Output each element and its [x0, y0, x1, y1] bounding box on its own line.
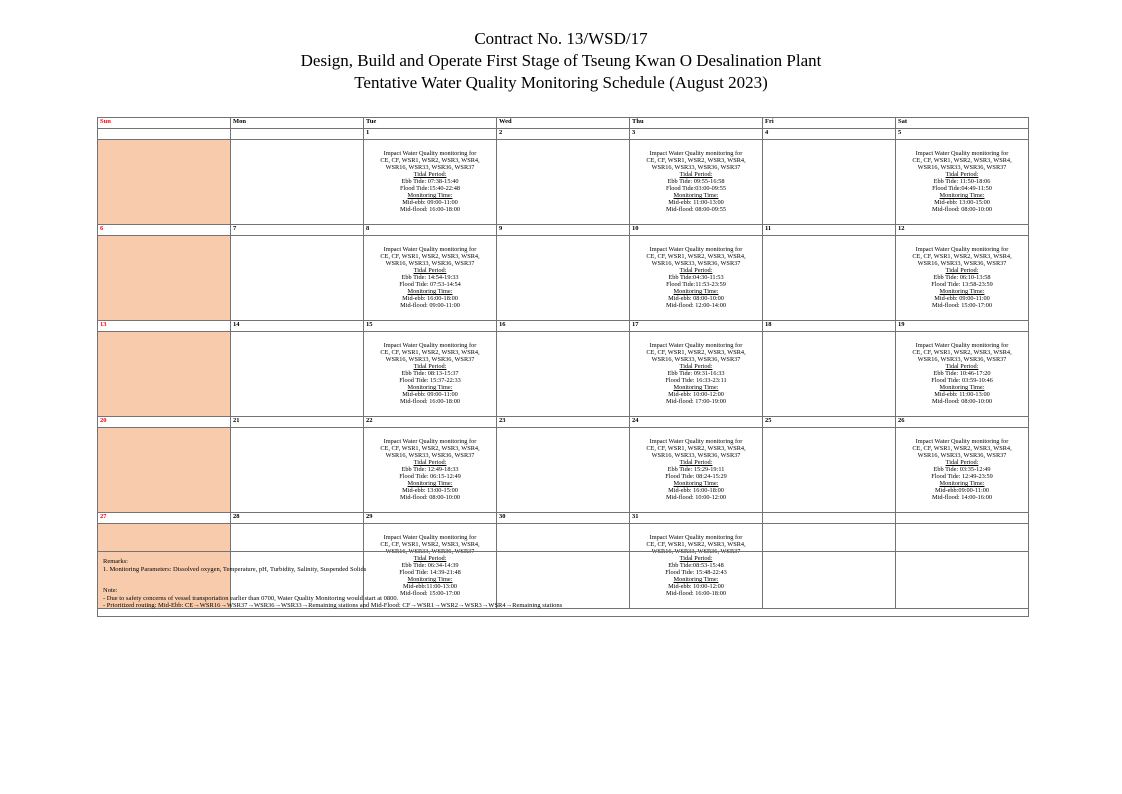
mid-flood-time: Mid-flood: 17:00-19:00: [666, 398, 726, 405]
day-number-17: 17: [630, 321, 763, 332]
monitoring-stations: CE, CF, WSR1, WSR2, WSR3, WSR4, WSR16, WSR33, WSR36, WSR37: [912, 445, 1012, 459]
ebb-tide-time: Ebb Tide: 08:13-15:37: [401, 370, 459, 377]
document-title: [0, 28, 1122, 94]
mid-ebb-time: Mid-ebb: 16:00-18:00: [402, 295, 458, 302]
day-number-25: 25: [763, 417, 896, 428]
monitoring-cell-day-15: [364, 332, 497, 417]
day-number-28: 28: [231, 513, 364, 524]
flood-tide-time: Flood Tide: 08:24-15:29: [665, 473, 727, 480]
tidal-period-label: Tidal Period:: [413, 267, 447, 274]
monitoring-time-label: Monitoring Time:: [407, 192, 453, 199]
monitoring-stations: CE, CF, WSR1, WSR2, WSR3, WSR4, WSR16, WSR33, WSR36, WSR37: [912, 253, 1012, 267]
monitoring-cell-day-24: [630, 428, 763, 513]
monitoring-time-label: Monitoring Time:: [407, 288, 453, 295]
empty-day-cell: [497, 236, 630, 321]
day-number-4: 4: [763, 129, 896, 140]
monitoring-intro: Impact Water Quality monitoring for: [383, 246, 477, 253]
monitoring-intro: Impact Water Quality monitoring for: [383, 342, 477, 349]
monitoring-intro: Impact Water Quality monitoring for: [649, 438, 743, 445]
tidal-period-label: Tidal Period:: [945, 459, 979, 466]
tidal-period-label: Tidal Period:: [413, 171, 447, 178]
monitoring-intro: Impact Water Quality monitoring for: [649, 534, 743, 541]
monitoring-time-label: Monitoring Time:: [407, 384, 453, 391]
mid-ebb-time: Mid-ebb: 13:00-15:00: [402, 487, 458, 494]
monitoring-intro: Impact Water Quality monitoring for: [649, 342, 743, 349]
day-number-26: 26: [896, 417, 1029, 428]
flood-tide-time: Flood Tide:15:40-22:48: [399, 185, 460, 192]
mid-flood-time: Mid-flood: 16:00-18:00: [400, 398, 460, 405]
monitoring-cell-day-3: [630, 140, 763, 225]
monitoring-time-label: Monitoring Time:: [673, 480, 719, 487]
monitoring-intro: Impact Water Quality monitoring for: [915, 246, 1009, 253]
monitoring-time-label: Monitoring Time:: [407, 480, 453, 487]
day-header-sun: Sun: [98, 118, 231, 129]
empty-day-cell: [763, 140, 896, 225]
flood-tide-time: Flood Tide: 13:58-23:59: [931, 281, 993, 288]
tidal-period-label: Tidal Period:: [679, 555, 713, 562]
mid-ebb-time: Mid-ebb:09:00-11:00: [935, 487, 989, 494]
day-number-14: 14: [231, 321, 364, 332]
day-number-22: 22: [364, 417, 497, 428]
ebb-tide-time: Ebb Tide: 09:55-16:58: [667, 178, 725, 185]
day-number-cell: [231, 129, 364, 140]
ebb-tide-time: Ebb Tide: 11:50-18:06: [933, 178, 991, 185]
day-number-3: 3: [630, 129, 763, 140]
sunday-highlight-cell: [98, 236, 231, 321]
flood-tide-time: Flood Tide: 15:48-22:43: [665, 569, 727, 576]
day-number-6: 6: [98, 225, 231, 236]
mid-ebb-time: Mid-ebb: 13:00-15:00: [934, 199, 990, 206]
empty-day-cell: [231, 236, 364, 321]
day-number-15: 15: [364, 321, 497, 332]
day-number-cell: [896, 513, 1029, 524]
day-number-13: 13: [98, 321, 231, 332]
day-header-mon: Mon: [231, 118, 364, 129]
mid-flood-time: Mid-flood: 12:00-14:00: [666, 302, 726, 309]
flood-tide-time: Flood Tide: 12:49-23:59: [931, 473, 993, 480]
mid-flood-time: Mid-flood: 08:00-09:55: [666, 206, 726, 213]
tidal-period-label: Tidal Period:: [945, 171, 979, 178]
tidal-period-label: Tidal Period:: [679, 459, 713, 466]
monitoring-intro: Impact Water Quality monitoring for: [383, 438, 477, 445]
flood-tide-time: Flood Tide: 06:15-12:49: [399, 473, 461, 480]
tidal-period-label: Tidal Period:: [413, 555, 447, 562]
monitoring-stations: CE, CF, WSR1, WSR2, WSR3, WSR4, WSR16, WSR33, WSR36, WSR37: [646, 253, 746, 267]
monitoring-stations: CE, CF, WSR1, WSR2, WSR3, WSR4, WSR16, WSR33, WSR36, WSR37: [912, 349, 1012, 363]
day-number-2: 2: [497, 129, 630, 140]
flood-tide-time: Flood Tide: 03:59-10:46: [931, 377, 993, 384]
mid-ebb-time: Mid-ebb:11:00-13:00: [403, 583, 457, 590]
monitoring-time-label: Monitoring Time:: [939, 384, 985, 391]
ebb-tide-time: Ebb Tide: 06:10-13:58: [933, 274, 991, 281]
ebb-tide-time: Ebb Tide: 12:49-18:33: [401, 466, 459, 473]
tidal-period-label: Tidal Period:: [679, 363, 713, 370]
day-number-9: 9: [497, 225, 630, 236]
mid-flood-time: Mid-flood: 14:00-16:00: [932, 494, 992, 501]
monitoring-cell-day-22: [364, 428, 497, 513]
day-number-31: 31: [630, 513, 763, 524]
day-number-12: 12: [896, 225, 1029, 236]
empty-day-cell: [231, 332, 364, 417]
monitoring-stations: CE, CF, WSR1, WSR2, WSR3, WSR4, WSR16, WSR33, WSR36, WSR37: [646, 349, 746, 363]
ebb-tide-time: Ebb Tide: 14:54-19:33: [401, 274, 459, 281]
note-item-safety: - Due to safety concerns of vessel transportation earlier than 0700, Water Quality Monitoring would start at 0800.: [103, 594, 399, 602]
day-header-sat: Sat: [896, 118, 1029, 129]
calendar-table: [97, 117, 1029, 609]
monitoring-cell-day-26: [896, 428, 1029, 513]
empty-day-cell: [763, 332, 896, 417]
schedule-title: Tentative Water Quality Monitoring Schedule (August 2023): [354, 73, 768, 92]
monitoring-stations: CE, CF, WSR1, WSR2, WSR3, WSR4, WSR16, WSR33, WSR36, WSR37: [646, 157, 746, 171]
monitoring-calendar: [97, 117, 1029, 609]
day-number-cell: [763, 513, 896, 524]
ebb-tide-time: Ebb Tide: 15:29-19:11: [667, 466, 725, 473]
mid-ebb-time: Mid-ebb: 11:00-13:00: [934, 391, 990, 398]
monitoring-intro: Impact Water Quality monitoring for: [649, 150, 743, 157]
tidal-period-label: Tidal Period:: [945, 363, 979, 370]
flood-tide-time: Flood Tide: 14:39-21:48: [399, 569, 461, 576]
mid-flood-time: Mid-flood: 08:00-10:00: [932, 398, 992, 405]
contract-number: Contract No. 13/WSD/17: [474, 29, 648, 48]
tidal-period-label: Tidal Period:: [945, 267, 979, 274]
flood-tide-time: Flood Tide: 15:37-22:33: [399, 377, 461, 384]
day-number-24: 24: [630, 417, 763, 428]
monitoring-stations: CE, CF, WSR1, WSR2, WSR3, WSR4, WSR16, WSR33, WSR36, WSR37: [646, 445, 746, 459]
monitoring-time-label: Monitoring Time:: [407, 576, 453, 583]
monitoring-stations: CE, CF, WSR1, WSR2, WSR3, WSR4, WSR16, WSR33, WSR36, WSR37: [912, 157, 1012, 171]
mid-ebb-time: Mid-ebb: 16:00-18:00: [668, 487, 724, 494]
ebb-tide-time: Ebb Tide:04:30-11:53: [668, 274, 724, 281]
ebb-tide-time: Ebb Tide: 03:35-12:49: [933, 466, 991, 473]
sunday-highlight-cell: [98, 140, 231, 225]
monitoring-cell-day-17: [630, 332, 763, 417]
note-heading: Note:: [103, 587, 118, 594]
monitoring-time-label: Monitoring Time:: [673, 288, 719, 295]
mid-flood-time: Mid-flood: 09:00-11:00: [400, 302, 460, 309]
empty-day-cell: [763, 428, 896, 513]
ebb-tide-time: Ebb Tide: 06:34-14:39: [401, 562, 459, 569]
mid-ebb-time: Mid-ebb: 09:00-11:00: [402, 199, 458, 206]
monitoring-intro: Impact Water Quality monitoring for: [915, 342, 1009, 349]
project-name: Design, Build and Operate First Stage of Tseung Kwan O Desalination Plant: [300, 51, 822, 70]
ebb-tide-time: Ebb Tide: 10:46-17:20: [933, 370, 991, 377]
mid-ebb-time: Mid-ebb: 11:00-13:00: [668, 199, 724, 206]
remarks-heading: Remarks:: [103, 558, 128, 565]
flood-tide-time: Flood Tide:04:49-11:50: [932, 185, 992, 192]
flood-tide-time: Flood Tide:03:00-09:55: [665, 185, 726, 192]
day-number-18: 18: [763, 321, 896, 332]
day-number-7: 7: [231, 225, 364, 236]
day-header-fri: Fri: [763, 118, 896, 129]
mid-flood-time: Mid-flood: 15:00-17:00: [400, 590, 460, 597]
monitoring-intro: Impact Water Quality monitoring for: [383, 150, 477, 157]
ebb-tide-time: Ebb Tide: 07:38-15:40: [401, 178, 459, 185]
tidal-period-label: Tidal Period:: [679, 267, 713, 274]
monitoring-intro: Impact Water Quality monitoring for: [383, 534, 477, 541]
monitoring-intro: Impact Water Quality monitoring for: [649, 246, 743, 253]
empty-day-cell: [497, 332, 630, 417]
remarks-item: 1. Monitoring Parameters: Dissolved oxygen, Temperature, pH, Turbidity, Salinity, Suspended Solids: [103, 565, 367, 573]
empty-day-cell: [763, 236, 896, 321]
monitoring-time-label: Monitoring Time:: [673, 384, 719, 391]
mid-flood-time: Mid-flood: 16:00-18:00: [666, 590, 726, 597]
mid-ebb-time: Mid-ebb: 09:00-11:00: [934, 295, 990, 302]
monitoring-time-label: Monitoring Time:: [939, 288, 985, 295]
mid-ebb-time: Mid-ebb: 10:00-12:00: [668, 391, 724, 398]
day-number-5: 5: [896, 129, 1029, 140]
day-number-11: 11: [763, 225, 896, 236]
mid-flood-time: Mid-flood: 08:00-10:00: [932, 206, 992, 213]
day-number-cell: [98, 129, 231, 140]
ebb-tide-time: Ebb Tide: 09:31-16:33: [667, 370, 725, 377]
monitoring-cell-day-5: [896, 140, 1029, 225]
tidal-period-label: Tidal Period:: [413, 363, 447, 370]
sunday-highlight-cell: [98, 332, 231, 417]
monitoring-intro: Impact Water Quality monitoring for: [915, 150, 1009, 157]
flood-tide-time: Flood Tide: 07:53-14:54: [399, 281, 461, 288]
flood-tide-time: Flood Tide: 16:33-23:11: [665, 377, 727, 384]
day-number-20: 20: [98, 417, 231, 428]
day-number-19: 19: [896, 321, 1029, 332]
spacer: [103, 573, 1023, 587]
empty-day-cell: [497, 428, 630, 513]
day-number-10: 10: [630, 225, 763, 236]
monitoring-time-label: Monitoring Time:: [939, 480, 985, 487]
monitoring-stations: CE, CF, WSR1, WSR2, WSR3, WSR4, WSR16, WSR33, WSR36, WSR37: [380, 445, 480, 459]
monitoring-cell-day-12: [896, 236, 1029, 321]
monitoring-stations: CE, CF, WSR1, WSR2, WSR3, WSR4, WSR16, WSR33, WSR36, WSR37: [380, 349, 480, 363]
mid-flood-time: Mid-flood: 16:00-18:00: [400, 206, 460, 213]
empty-day-cell: [497, 140, 630, 225]
day-header-thu: Thu: [630, 118, 763, 129]
empty-day-cell: [231, 140, 364, 225]
monitoring-stations: CE, CF, WSR1, WSR2, WSR3, WSR4, WSR16, WSR33, WSR36, WSR37: [646, 541, 746, 555]
tidal-period-label: Tidal Period:: [679, 171, 713, 178]
note-item-routing: - Prioritized routing: Mid-Ebb: CE→WSR16→WSR37→WSR36→WSR33→Remaining stations and Mid-Flood: CF→WSR1→WSR2→WSR3→WSR4→Remaining stations: [103, 602, 563, 609]
flood-tide-time: Flood Tide:11:53-23:59: [666, 281, 726, 288]
day-number-27: 27: [98, 513, 231, 524]
mid-ebb-time: Mid-ebb: 09:00-11:00: [402, 391, 458, 398]
monitoring-time-label: Monitoring Time:: [673, 576, 719, 583]
monitoring-intro: Impact Water Quality monitoring for: [915, 438, 1009, 445]
remarks-note-box: [97, 551, 1029, 617]
monitoring-time-label: Monitoring Time:: [939, 192, 985, 199]
mid-ebb-time: Mid-ebb: 10:00-12:00: [668, 583, 724, 590]
ebb-tide-time: Ebb Tide:08:53-15:48: [668, 562, 724, 569]
day-number-16: 16: [497, 321, 630, 332]
day-number-29: 29: [364, 513, 497, 524]
mid-ebb-time: Mid-ebb: 08:00-10:00: [668, 295, 724, 302]
mid-flood-time: Mid-flood: 10:00-12:00: [666, 494, 726, 501]
monitoring-stations: CE, CF, WSR1, WSR2, WSR3, WSR4, WSR16, WSR33, WSR36, WSR37: [380, 253, 480, 267]
monitoring-stations: CE, CF, WSR1, WSR2, WSR3, WSR4, WSR16, WSR33, WSR36, WSR37: [380, 157, 480, 171]
monitoring-cell-day-8: [364, 236, 497, 321]
monitoring-cell-day-19: [896, 332, 1029, 417]
day-header-tue: Tue: [364, 118, 497, 129]
monitoring-cell-day-1: [364, 140, 497, 225]
empty-day-cell: [231, 428, 364, 513]
tidal-period-label: Tidal Period:: [413, 459, 447, 466]
day-number-21: 21: [231, 417, 364, 428]
day-number-8: 8: [364, 225, 497, 236]
day-number-30: 30: [497, 513, 630, 524]
monitoring-cell-day-10: [630, 236, 763, 321]
day-number-23: 23: [497, 417, 630, 428]
monitoring-time-label: Monitoring Time:: [673, 192, 719, 199]
day-header-wed: Wed: [497, 118, 630, 129]
sunday-highlight-cell: [98, 428, 231, 513]
mid-flood-time: Mid-flood: 15:00-17:00: [932, 302, 992, 309]
monitoring-stations: CE, CF, WSR1, WSR2, WSR3, WSR4, WSR16, WSR33, WSR36, WSR37: [380, 541, 480, 555]
mid-flood-time: Mid-flood: 08:00-10:00: [400, 494, 460, 501]
day-number-1: 1: [364, 129, 497, 140]
